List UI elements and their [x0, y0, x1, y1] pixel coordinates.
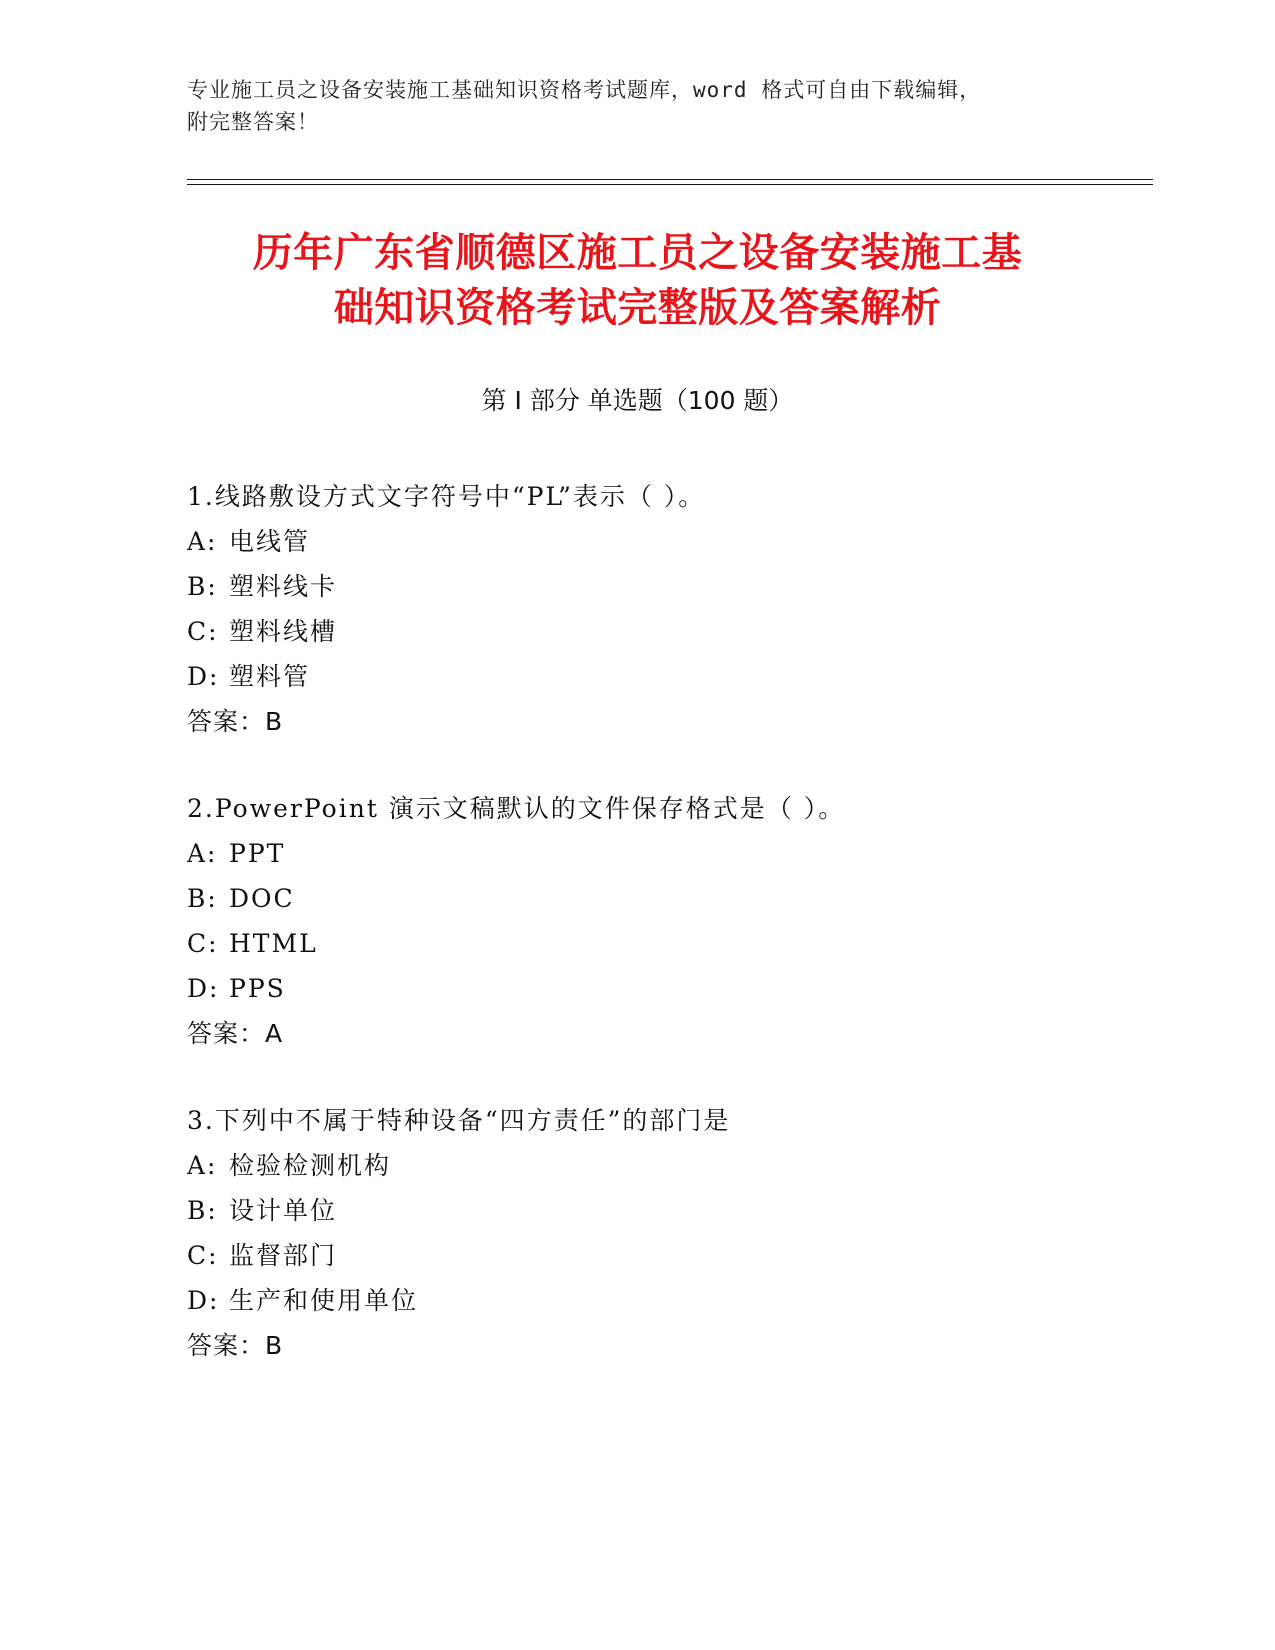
option-letter: A:: [187, 1151, 218, 1180]
question-2: [187, 786, 1147, 1056]
option-a: [187, 519, 1147, 564]
option-a: [187, 1143, 1147, 1188]
question-list: [187, 474, 1147, 1410]
option-text: 塑料线卡: [229, 572, 338, 601]
option-text: 设计单位: [229, 1196, 338, 1225]
option-letter: A:: [187, 839, 218, 868]
option-text: 塑料线槽: [229, 617, 338, 646]
option-c: [187, 1233, 1147, 1278]
option-letter: B:: [187, 884, 218, 913]
option-text: DOC: [229, 884, 295, 913]
option-c: [187, 921, 1147, 966]
question-stem: 3.下列中不属于特种设备“四方责任”的部门是: [187, 1106, 731, 1135]
option-b: [187, 1188, 1147, 1233]
option-d: [187, 966, 1147, 1011]
option-b: [187, 876, 1147, 921]
answer: 答案：A: [187, 1019, 284, 1048]
document-title-line-2: 础知识资格考试完整版及答案解析: [333, 285, 942, 331]
option-d: [187, 1278, 1147, 1323]
option-letter: C:: [187, 929, 219, 958]
header-note-line-1: 专业施工员之设备安装施工基础知识资格考试题库，word 格式可自由下载编辑，: [187, 78, 982, 102]
question-stem: 2.PowerPoint 演示文稿默认的文件保存格式是（ ）。: [187, 794, 846, 823]
option-letter: D:: [187, 974, 220, 1003]
option-text: 监督部门: [229, 1241, 338, 1270]
header-divider-bottom: [187, 184, 1153, 185]
option-letter: D:: [187, 1286, 220, 1315]
option-c: [187, 609, 1147, 654]
option-text: 塑料管: [229, 662, 311, 691]
header-note-line-2: 附完整答案！: [187, 110, 319, 134]
question-3: [187, 1098, 1147, 1368]
question-stem: 1.线路敷设方式文字符号中“PL”表示（ ）。: [187, 482, 706, 511]
option-letter: C:: [187, 617, 219, 646]
answer: 答案：B: [187, 1331, 284, 1360]
option-a: [187, 831, 1147, 876]
option-letter: B:: [187, 572, 218, 601]
document-title-line-1: 历年广东省顺德区施工员之设备安装施工基: [252, 230, 1023, 276]
option-letter: A:: [187, 527, 218, 556]
option-text: HTML: [229, 929, 318, 958]
answer: 答案：B: [187, 707, 284, 736]
option-text: 电线管: [229, 527, 311, 556]
header-divider-top: [187, 179, 1153, 180]
section-heading: 第 I 部分 单选题（100 题）: [481, 386, 794, 415]
option-letter: C:: [187, 1241, 219, 1270]
option-b: [187, 564, 1147, 609]
option-text: 生产和使用单位: [229, 1286, 419, 1315]
option-d: [187, 654, 1147, 699]
option-text: PPT: [229, 839, 286, 868]
option-text: 检验检测机构: [229, 1151, 392, 1180]
option-letter: D:: [187, 662, 220, 691]
option-text: PPS: [229, 974, 286, 1003]
header-note: [187, 74, 1087, 138]
question-1: [187, 474, 1147, 744]
document-title: [150, 226, 1125, 336]
option-letter: B:: [187, 1196, 218, 1225]
